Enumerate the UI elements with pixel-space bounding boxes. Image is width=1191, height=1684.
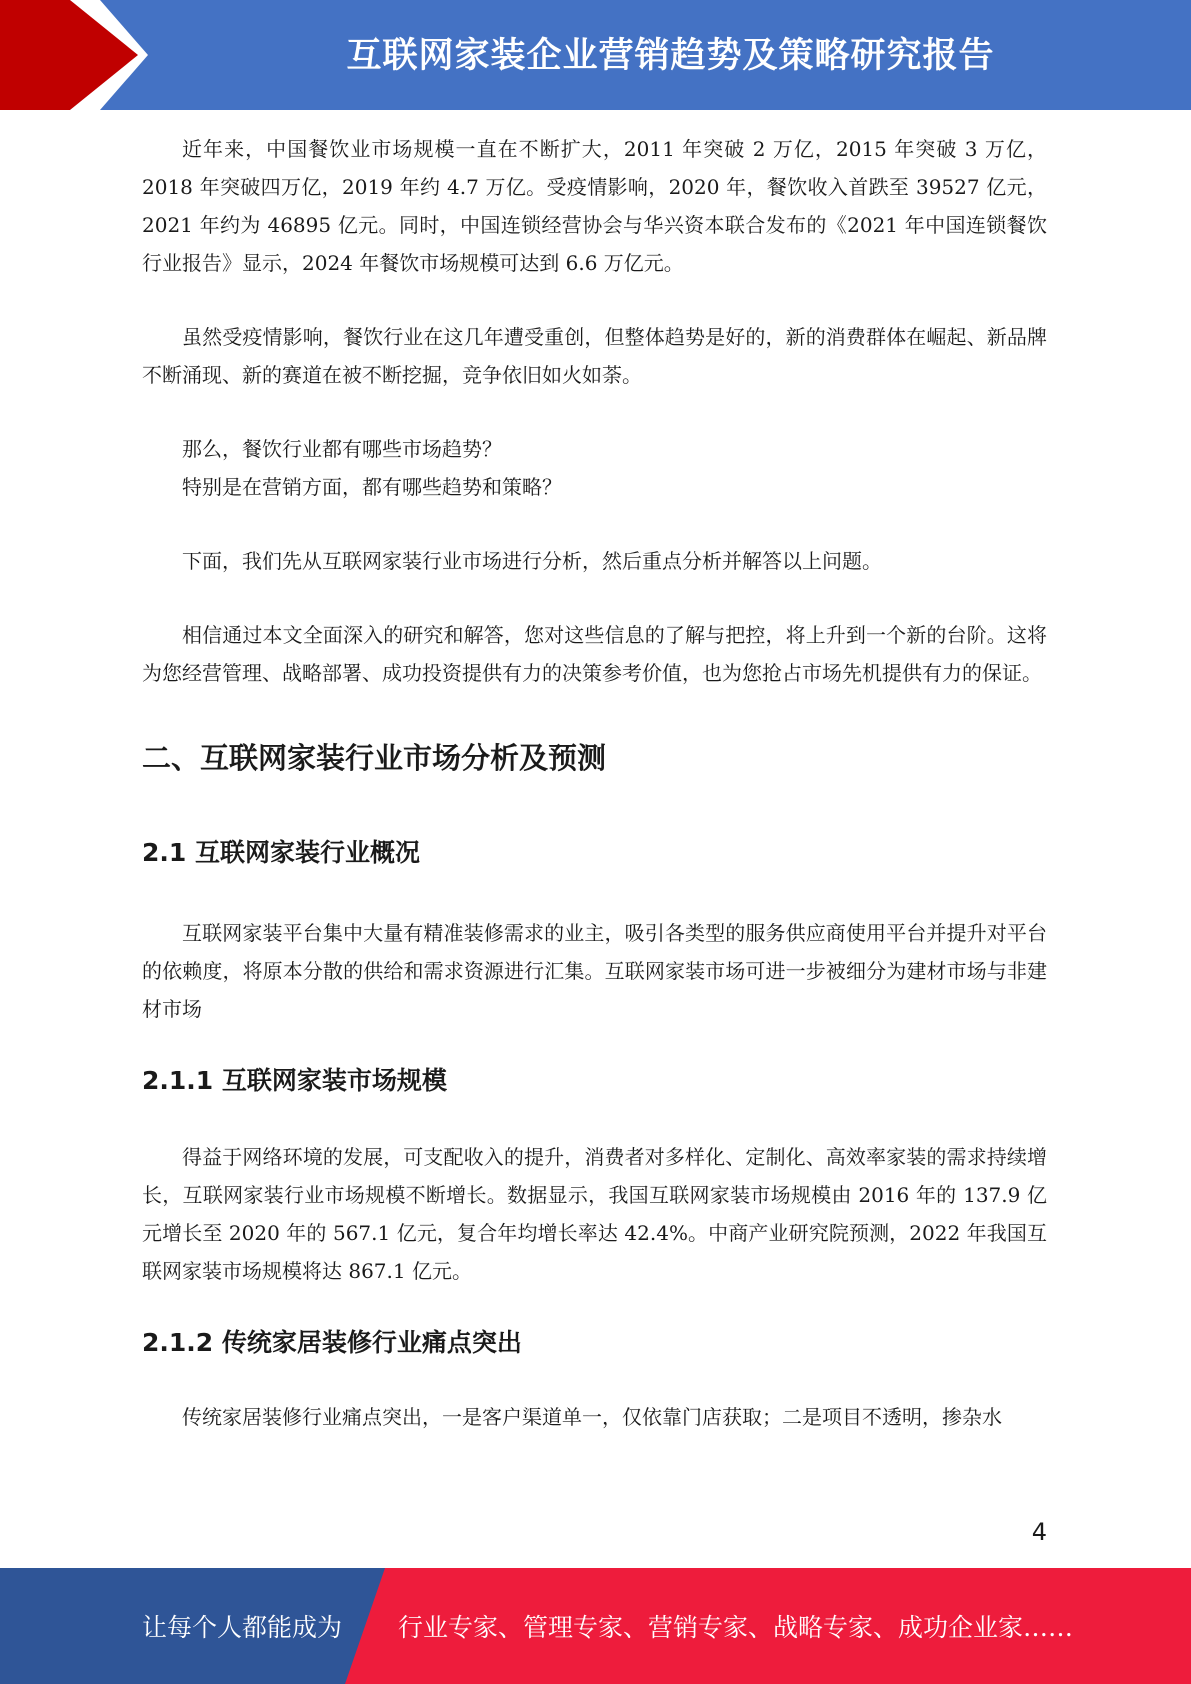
- section-2-1-2-heading: 2.1.2 传统家居装修行业痛点突出: [142, 1328, 522, 1357]
- intro-paragraph-1: 近年来，中国餐饮业市场规模一直在不断扩大，2011 年突破 2 万亿，2015 年突破 3 万亿，2018 年突破四万亿，2019 年约 4.7 万亿。受疫情影响，2020 年，餐饮收入首跌至 39527 亿元，2021 年约为 46895 亿元。同时，中国连锁经营协会与华兴资本联合发布的《2021 年中国连锁餐饮行业报告》显示，2024 年餐饮市场规模可达到 6.6 万亿元。: [142, 137, 1047, 275]
- intro-paragraph-4: 相信通过本文全面深入的研究和解答，您对这些信息的了解与把控，将上升到一个新的台阶。这将为您经营管理、战略部署、成功投资提供有力的决策参考价值，也为您抢占市场先机提供有力的保证。: [142, 623, 1047, 685]
- intro-question-1: 那么，餐饮行业都有哪些市场趋势？: [182, 437, 502, 461]
- page-footer: [0, 1568, 1191, 1684]
- page-header: [0, 0, 1191, 110]
- page-number: 4: [1031, 1518, 1047, 1546]
- section-2-1-1-paragraph: 得益于网络环境的发展，可支配收入的提升，消费者对多样化、定制化、高效率家装的需求持续增长，互联网家装行业市场规模不断增长。数据显示，我国互联网家装市场规模由 2016 年的 137.9 亿元增长至 2020 年的 567.1 亿元，复合年均增长率达 42.4%。中商产业研究院预测，2022 年我国互联网家装市场规模将达 867.1 亿元。: [142, 1145, 1047, 1283]
- footer-slogan-right: 行业专家、管理专家、营销专家、战略专家、成功企业家……: [398, 1613, 1074, 1642]
- document-body: [142, 130, 1047, 1436]
- section-2-1-2-paragraph: 传统家居装修行业痛点突出，一是客户渠道单一，仅依靠门店获取；二是项目不透明，掺杂水: [182, 1405, 1002, 1429]
- section-2-heading: 二、互联网家装行业市场分析及预测: [142, 741, 607, 775]
- intro-paragraph-3: 下面，我们先从互联网家装行业市场进行分析，然后重点分析并解答以上问题。: [182, 549, 882, 573]
- footer-slogan-left: 让每个人都能成为: [142, 1613, 343, 1642]
- section-2-1-heading: 2.1 互联网家装行业概况: [142, 838, 420, 867]
- section-2-1-paragraph: 互联网家装平台集中大量有精准装修需求的业主，吸引各类型的服务供应商使用平台并提升对平台的依赖度，将原本分散的供给和需求资源进行汇集。互联网家装市场可进一步被细分为建材市场与非建材市场: [142, 921, 1047, 1021]
- report-title: 互联网家装企业营销趋势及策略研究报告: [346, 35, 995, 76]
- intro-paragraph-2: 虽然受疫情影响，餐饮行业在这几年遭受重创，但整体趋势是好的，新的消费群体在崛起、新品牌不断涌现、新的赛道在被不断挖掘，竞争依旧如火如荼。: [142, 325, 1047, 387]
- intro-question-2: 特别是在营销方面，都有哪些趋势和策略？: [182, 475, 562, 499]
- section-2-1-1-heading: 2.1.1 互联网家装市场规模: [142, 1066, 447, 1095]
